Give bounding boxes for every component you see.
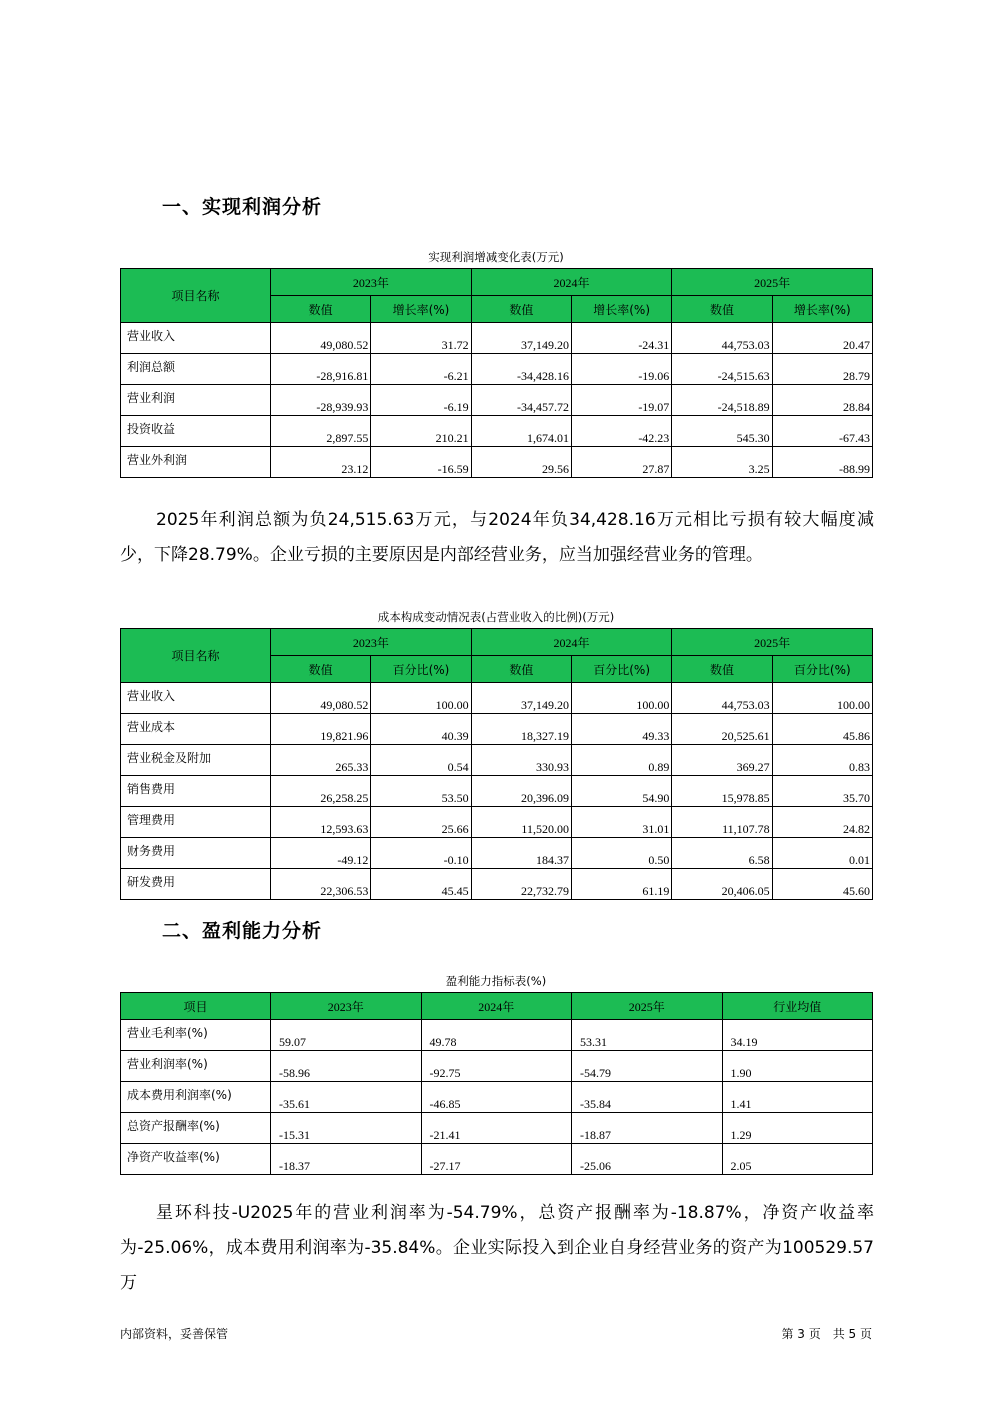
table-cell: 24.82 [772, 807, 872, 838]
table-cell: 0.01 [772, 838, 872, 869]
row-label: 营业毛利率(%) [121, 1020, 271, 1051]
table-cell: 28.84 [772, 385, 872, 416]
header-value: 数值 [471, 656, 571, 683]
table-cell: 28.79 [772, 354, 872, 385]
table-cell: 1.41 [722, 1082, 873, 1113]
header-year: 2025年 [672, 269, 873, 296]
table-cell: 59.07 [271, 1020, 422, 1051]
table-row [121, 807, 873, 838]
table-cell: 37,149.20 [471, 323, 571, 354]
table3-caption: 盈利能力指标表(%) [445, 974, 547, 988]
table-row [121, 354, 873, 385]
table-cell: -18.37 [271, 1144, 422, 1175]
table-cell: 0.89 [571, 745, 671, 776]
table-cell: 2,897.55 [271, 416, 371, 447]
table-cell: 27.87 [571, 447, 671, 478]
row-label: 营业税金及附加 [121, 745, 271, 776]
table-cell: 330.93 [471, 745, 571, 776]
section-title-profit: 一、实现利润分析 [162, 196, 323, 218]
table-cell: -35.61 [271, 1082, 422, 1113]
table-cell: 31.01 [571, 807, 671, 838]
profit-analysis-paragraph: 2025年利润总额为负24,515.63万元，与2024年负34,428.16万元相比亏损有较大幅度减少，下降28.79%。企业亏损的主要原因是内部经营业务，应当加强经营业务的管理。 [120, 510, 874, 565]
row-label: 投资收益 [121, 416, 271, 447]
table-cell: 100.00 [371, 683, 471, 714]
header-percent: 百分比(%) [371, 656, 471, 683]
table1-caption: 实现利润增减变化表(万元) [428, 250, 564, 264]
header-year: 2023年 [271, 269, 472, 296]
table-row [121, 1051, 873, 1082]
table-cell: -28,916.81 [271, 354, 371, 385]
table-row [121, 385, 873, 416]
table-row [121, 838, 873, 869]
table-cell: -67.43 [772, 416, 872, 447]
row-label: 财务费用 [121, 838, 271, 869]
header-percent: 百分比(%) [772, 656, 872, 683]
header-year: 2025年 [572, 993, 723, 1020]
table-cell: -18.87 [572, 1113, 723, 1144]
header-year: 2023年 [271, 993, 422, 1020]
table-cell: -92.75 [421, 1051, 572, 1082]
table-row [121, 1144, 873, 1175]
row-label: 管理费用 [121, 807, 271, 838]
table-cell: -35.84 [572, 1082, 723, 1113]
table-cell: -24,515.63 [672, 354, 772, 385]
table-cell: 29.56 [471, 447, 571, 478]
header-value: 数值 [271, 296, 371, 323]
table-cell: 23.12 [271, 447, 371, 478]
table-cell: -42.23 [571, 416, 671, 447]
header-item-name: 项目名称 [121, 269, 271, 323]
table-cell: -88.99 [772, 447, 872, 478]
row-label: 营业收入 [121, 323, 271, 354]
table-cell: -28,939.93 [271, 385, 371, 416]
row-label: 营业外利润 [121, 447, 271, 478]
table-cell: -0.10 [371, 838, 471, 869]
table-cell: -16.59 [371, 447, 471, 478]
table2-caption: 成本构成变动情况表(占营业收入的比例)(万元) [377, 610, 615, 624]
table-cell: 18,327.19 [471, 714, 571, 745]
table-cell: 53.31 [572, 1020, 723, 1051]
table-cell: 20.47 [772, 323, 872, 354]
table-cell: -54.79 [572, 1051, 723, 1082]
header-growth: 增长率(%) [371, 296, 471, 323]
table-cell: 6.58 [672, 838, 772, 869]
header-year: 2025年 [672, 629, 873, 656]
table-cell: 0.83 [772, 745, 872, 776]
table-cell: -58.96 [271, 1051, 422, 1082]
table-cell: 210.21 [371, 416, 471, 447]
table-cell: 1.90 [722, 1051, 873, 1082]
table-cell: 45.45 [371, 869, 471, 900]
table-cell: 20,396.09 [471, 776, 571, 807]
table-cell: 2.05 [722, 1144, 873, 1175]
header-value: 数值 [672, 296, 772, 323]
table-cell: -34,428.16 [471, 354, 571, 385]
table-cell: 49.33 [571, 714, 671, 745]
table-row [121, 745, 873, 776]
table-row [121, 1082, 873, 1113]
table-cell: 37,149.20 [471, 683, 571, 714]
table-cell: -24,518.89 [672, 385, 772, 416]
table-cell: 53.50 [371, 776, 471, 807]
table-cell: 44,753.03 [672, 323, 772, 354]
profitability-paragraph: 星环科技-U2025年的营业利润率为-54.79%，总资产报酬率为-18.87%，净资产收益率为-25.06%，成本费用利润率为-35.84%。企业实际投入到企业自身经营业务的资产为100529.57万 [120, 1203, 874, 1293]
header-year: 2024年 [421, 993, 572, 1020]
table-cell: 26,258.25 [271, 776, 371, 807]
table-cell: 40.39 [371, 714, 471, 745]
table-row [121, 776, 873, 807]
table-row [121, 323, 873, 354]
table-cell: 11,520.00 [471, 807, 571, 838]
table-cell: 54.90 [571, 776, 671, 807]
table-row [121, 714, 873, 745]
footer-confidential: 内部资料，妥善保管 [120, 1327, 229, 1341]
table-cell: 31.72 [371, 323, 471, 354]
table-cell: -34,457.72 [471, 385, 571, 416]
table-cell: 45.86 [772, 714, 872, 745]
row-label: 营业收入 [121, 683, 271, 714]
table-cell: -19.07 [571, 385, 671, 416]
header-value: 数值 [471, 296, 571, 323]
table-cell: 100.00 [571, 683, 671, 714]
table-cell: 45.60 [772, 869, 872, 900]
footer-page-number: 第 3 页 共 5 页 [781, 1327, 872, 1341]
table-cell: 49.78 [421, 1020, 572, 1051]
row-label: 营业利润率(%) [121, 1051, 271, 1082]
table-cell: -15.31 [271, 1113, 422, 1144]
table-cell: 265.33 [271, 745, 371, 776]
table-cell: 1,674.01 [471, 416, 571, 447]
table-cell: 0.54 [371, 745, 471, 776]
row-label: 利润总额 [121, 354, 271, 385]
table-cell: 100.00 [772, 683, 872, 714]
table-row [121, 1020, 873, 1051]
table-cell: 369.27 [672, 745, 772, 776]
table-cell: 184.37 [471, 838, 571, 869]
header-year: 2024年 [471, 269, 672, 296]
table-row [121, 447, 873, 478]
table-cell: 49,080.52 [271, 323, 371, 354]
table-cell: 1.29 [722, 1113, 873, 1144]
table-cell: 11,107.78 [672, 807, 772, 838]
profitability-table [120, 992, 873, 1175]
row-label: 营业利润 [121, 385, 271, 416]
table-cell: 15,978.85 [672, 776, 772, 807]
table-cell: 12,593.63 [271, 807, 371, 838]
header-item-name: 项目名称 [121, 629, 271, 683]
header-value: 数值 [672, 656, 772, 683]
table-cell: 44,753.03 [672, 683, 772, 714]
cost-structure-table [120, 628, 873, 900]
row-label: 净资产收益率(%) [121, 1144, 271, 1175]
header-growth: 增长率(%) [772, 296, 872, 323]
table-cell: -25.06 [572, 1144, 723, 1175]
table-row [121, 869, 873, 900]
table-cell: 20,525.61 [672, 714, 772, 745]
table-cell: 0.50 [571, 838, 671, 869]
header-year: 2024年 [471, 629, 672, 656]
section-title-profitability: 二、盈利能力分析 [162, 920, 323, 942]
table-cell: -21.41 [421, 1113, 572, 1144]
table-cell: 22,306.53 [271, 869, 371, 900]
row-label: 研发费用 [121, 869, 271, 900]
table-cell: 35.70 [772, 776, 872, 807]
header-year: 2023年 [271, 629, 472, 656]
profit-change-table [120, 268, 873, 478]
header-item: 项目 [121, 993, 271, 1020]
row-label: 成本费用利润率(%) [121, 1082, 271, 1113]
table-cell: 545.30 [672, 416, 772, 447]
header-industry-avg: 行业均值 [722, 993, 873, 1020]
table-cell: -6.19 [371, 385, 471, 416]
header-growth: 增长率(%) [571, 296, 671, 323]
table-row [121, 683, 873, 714]
row-label: 总资产报酬率(%) [121, 1113, 271, 1144]
table-cell: -19.06 [571, 354, 671, 385]
table-row [121, 416, 873, 447]
table-cell: 25.66 [371, 807, 471, 838]
table-cell: 61.19 [571, 869, 671, 900]
table-cell: 49,080.52 [271, 683, 371, 714]
table-cell: -27.17 [421, 1144, 572, 1175]
table-cell: 20,406.05 [672, 869, 772, 900]
table-cell: 22,732.79 [471, 869, 571, 900]
header-percent: 百分比(%) [571, 656, 671, 683]
table-cell: -24.31 [571, 323, 671, 354]
table-cell: -49.12 [271, 838, 371, 869]
table-cell: -6.21 [371, 354, 471, 385]
header-value: 数值 [271, 656, 371, 683]
row-label: 营业成本 [121, 714, 271, 745]
row-label: 销售费用 [121, 776, 271, 807]
table-cell: 34.19 [722, 1020, 873, 1051]
table-cell: -46.85 [421, 1082, 572, 1113]
table-cell: 3.25 [672, 447, 772, 478]
table-row [121, 1113, 873, 1144]
table-cell: 19,821.96 [271, 714, 371, 745]
